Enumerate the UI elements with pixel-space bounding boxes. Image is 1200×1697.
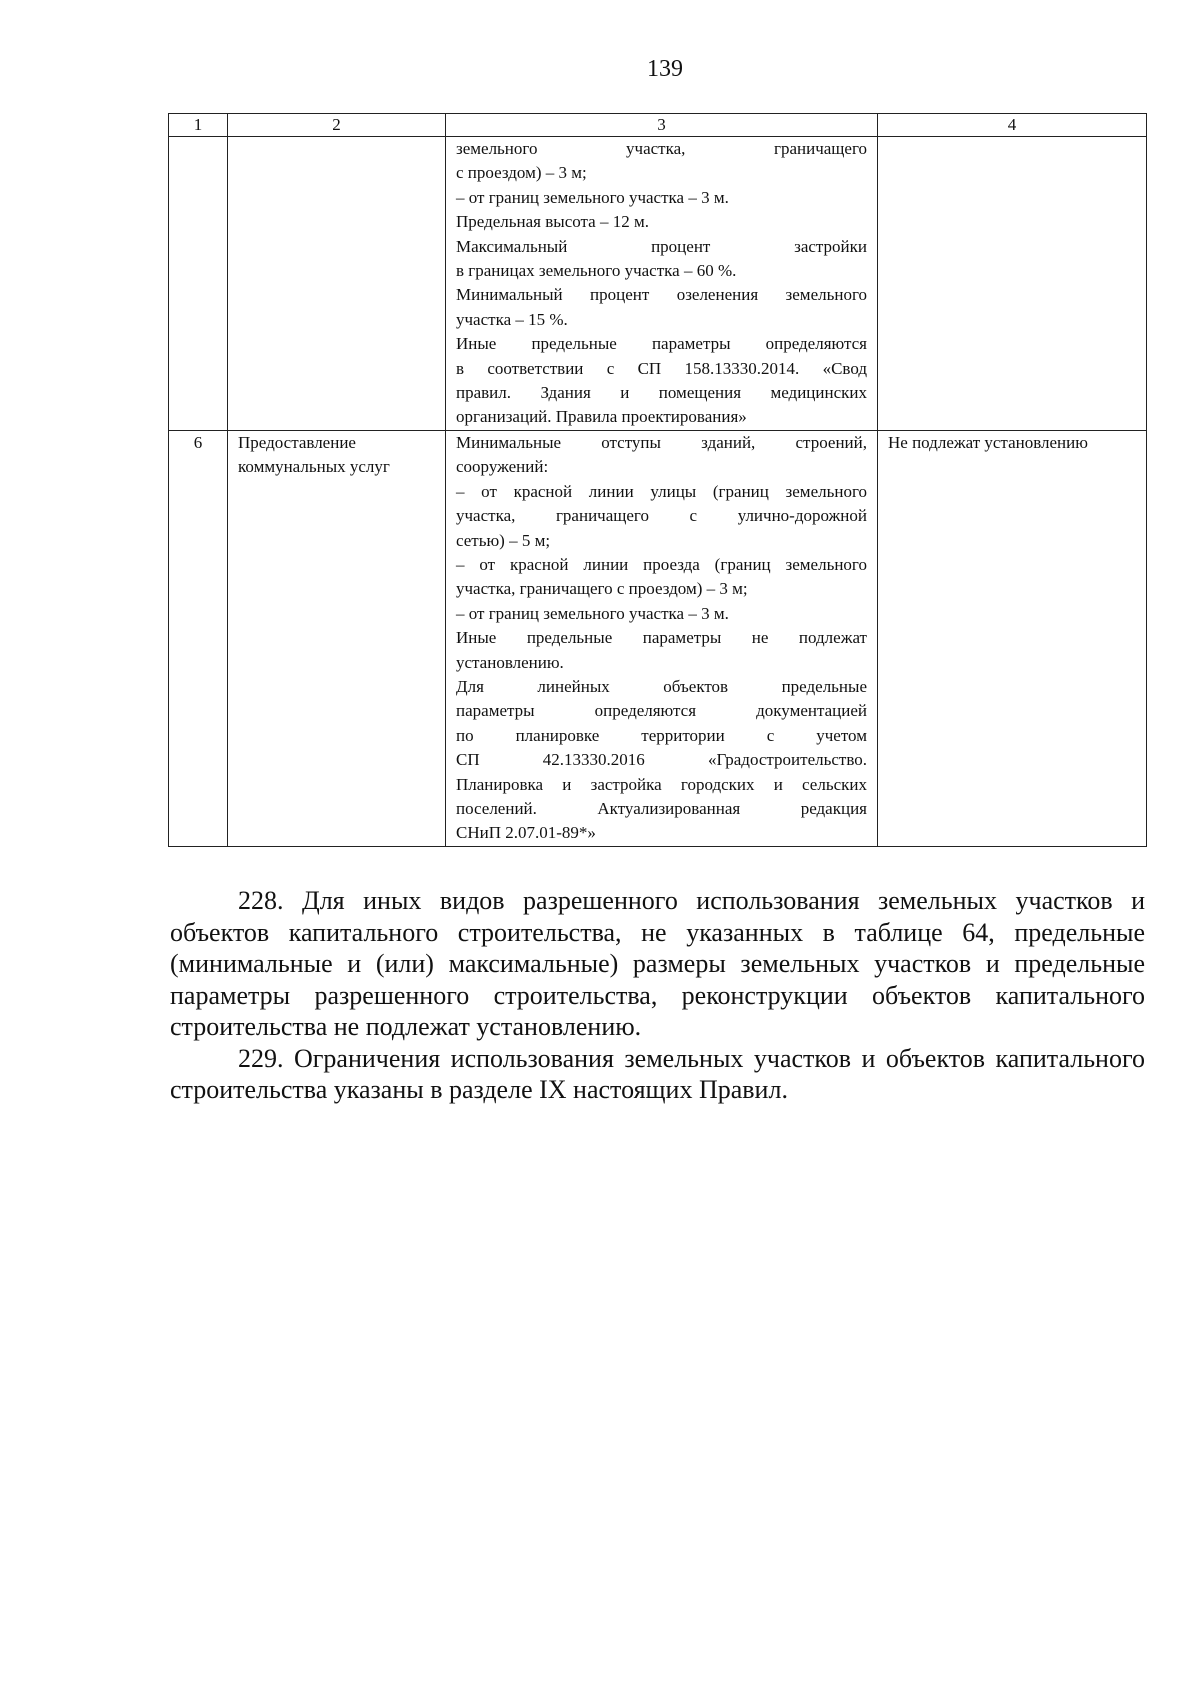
- column-header: 3: [446, 114, 878, 137]
- main-text: [170, 885, 1145, 1106]
- column-header: 4: [878, 114, 1147, 137]
- parameter-line: Максимальный процент застройки: [456, 236, 867, 256]
- paragraph-229: 229. Ограничения использования земельных участков и объектов капитального строительства указаны в разделе IX настоящих Правил.: [170, 1043, 1145, 1104]
- parameter-line: в соответствии с СП 158.13330.2014. «Свод: [456, 358, 867, 378]
- parameter-line: параметры определяются документацией: [456, 701, 867, 721]
- parameter-line: сетью) – 5 м;: [456, 530, 551, 550]
- land-limits-cell: Не подлежат установлению: [878, 430, 1147, 846]
- parameters-cell: [446, 137, 878, 431]
- row-number-cell: 6: [169, 430, 228, 846]
- parameter-line: Для линейных объектов предельные: [456, 676, 867, 696]
- parameter-line: участка – 15 %.: [456, 309, 568, 329]
- parameter-line: СНиП 2.07.01-89*»: [456, 823, 596, 843]
- parameter-line: – от красной линии проезда (границ земельного: [456, 554, 867, 574]
- parameter-line: Иные предельные параметры определяются: [456, 334, 867, 354]
- parameter-line: участка, граничащего с улично-дорожной: [456, 506, 867, 526]
- parameter-line: Иные предельные параметры не подлежат: [456, 628, 867, 648]
- parameter-line: Минимальный процент озеленения земельного: [456, 285, 867, 305]
- row-number-cell: [169, 137, 228, 431]
- parameter-line: установлению.: [456, 652, 564, 672]
- parameter-line: сооружений:: [456, 457, 549, 477]
- land-limits-cell: [878, 137, 1147, 431]
- parameter-line: в границах земельного участка – 60 %.: [456, 261, 737, 281]
- parameter-line: СП 42.13330.2016 «Градостроительство.: [456, 750, 867, 770]
- parameter-line: – от границ земельного участка – 3 м.: [456, 603, 729, 623]
- parameter-line: по планировке территории с учетом: [456, 725, 867, 745]
- use-type-cell: Предоставление коммунальных услуг: [228, 430, 446, 846]
- parameter-line: Планировка и застройка городских и сельских: [456, 774, 867, 794]
- paragraph-228: 228. Для иных видов разрешенного использования земельных участков и объектов капитального строительства, не указанных в таблице 64, предельные (минимальные и (или) максимальные) размеры земельных участков и предельные параметры разрешенного строительства, реконструкции объектов капитального строительства не подлежат установлению.: [170, 886, 1145, 1041]
- table-row: [169, 430, 1147, 846]
- page-number: 139: [647, 56, 683, 82]
- parameter-line: земельного участка, граничащего: [456, 139, 867, 158]
- parameter-line: – от границ земельного участка – 3 м.: [456, 187, 729, 207]
- parameter-line: с проездом) – 3 м;: [456, 163, 587, 183]
- parameter-line: правил. Здания и помещения медицинских: [456, 383, 867, 403]
- table-header-row: [169, 114, 1147, 137]
- column-header: 1: [169, 114, 228, 137]
- table-row: [169, 137, 1147, 431]
- parameter-line: поселений. Актуализированная редакция: [456, 798, 867, 818]
- parameters-cell: [446, 430, 878, 846]
- parameter-line: участка, граничащего с проездом) – 3 м;: [456, 579, 748, 599]
- column-header: 2: [228, 114, 446, 137]
- parameter-line: Минимальные отступы зданий, строений,: [456, 432, 867, 452]
- parameter-line: – от красной линии улицы (границ земельного: [456, 481, 867, 501]
- parameters-table: [168, 113, 1147, 847]
- use-type-cell: [228, 137, 446, 431]
- parameter-line: Предельная высота – 12 м.: [456, 212, 649, 232]
- parameter-line: организаций. Правила проектирования»: [456, 407, 747, 427]
